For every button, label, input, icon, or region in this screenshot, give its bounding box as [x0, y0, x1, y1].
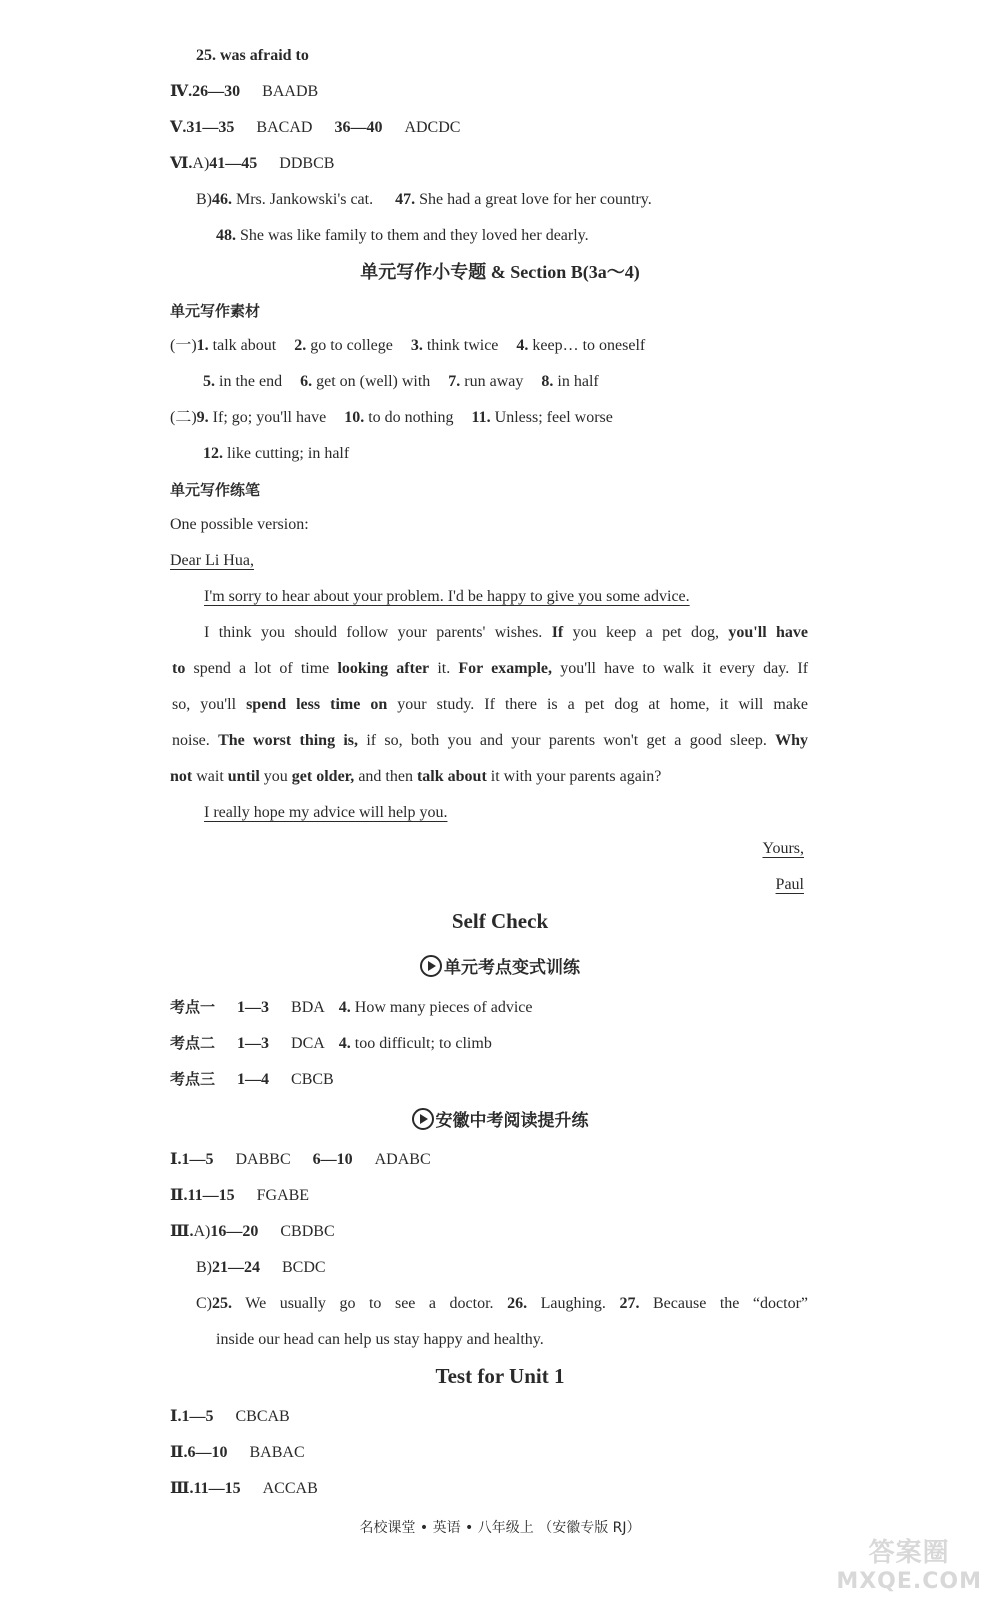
range: 11—15: [193, 1480, 241, 1497]
question-number: 10.: [344, 409, 365, 426]
key-phrase: looking after: [337, 660, 430, 677]
question-number: 26.: [507, 1295, 528, 1312]
reading-row-c-continued: inside our head can help us stay happy and healthy.: [216, 1331, 544, 1348]
roman-numeral: Ⅰ.: [170, 1408, 182, 1425]
heading-writing-material: 单元写作素材: [170, 302, 261, 320]
range: 1—5: [181, 1408, 214, 1425]
reading-row-i: [170, 1149, 431, 1171]
answer-row-v: [170, 117, 460, 139]
letter-sign-off: Yours,: [762, 840, 804, 857]
body-text: so, you'll: [172, 696, 237, 713]
range: 26—30: [192, 83, 241, 100]
question-number: 27.: [619, 1295, 640, 1312]
answers: DDBCB: [279, 155, 335, 172]
subsection-label: 安徽中考阅读提升练: [435, 1111, 589, 1131]
answer-text: get on (well) with: [316, 373, 431, 390]
question-number: 5.: [203, 373, 215, 390]
question-number: 12.: [203, 445, 223, 462]
reading-row-ii: [170, 1185, 309, 1207]
answer-text: Mrs. Jankowski's cat.: [236, 191, 374, 208]
answer-text: Unless; feel worse: [494, 409, 613, 426]
roman-numeral: Ⅱ.: [170, 1444, 188, 1461]
answer-row-iv: [170, 81, 318, 103]
test-row-ii: [170, 1442, 305, 1464]
answer-text: How many pieces of advice: [354, 999, 533, 1016]
reading-row-b: [196, 1257, 326, 1279]
answer-text: She had a great love for her country.: [419, 191, 652, 208]
point-label: 考点一: [170, 998, 216, 1016]
answer-text: Because the “doctor”: [653, 1295, 808, 1312]
key-phrase: get older,: [291, 768, 355, 785]
answer-text: in half: [557, 373, 599, 390]
answers: DCA: [291, 1035, 325, 1052]
range: 16—20: [210, 1223, 259, 1240]
point-row-1: [170, 996, 533, 1019]
answers: BDA: [291, 999, 325, 1016]
body-text: noise.: [172, 732, 210, 749]
page-footer: 名校课堂 • 英语 • 八年级上 （安徽专版 RJ）: [359, 1520, 641, 1536]
key-phrase: until: [227, 768, 260, 785]
answer-text: 25. was afraid to: [196, 47, 309, 64]
answer-text: talk about: [212, 337, 277, 354]
range: 21—24: [212, 1259, 260, 1276]
body-text: wait: [196, 768, 224, 785]
answer-text: go to college: [310, 337, 393, 354]
answers: BAADB: [262, 83, 319, 100]
body-text: and then: [358, 768, 413, 785]
answers: DABBC: [235, 1151, 291, 1168]
section-title-self-check: Self Check: [451, 909, 549, 933]
answer-text: She was like family to them and they loved her dearly.: [240, 227, 589, 244]
answer-25: [196, 45, 309, 67]
roman-numeral: Ⅳ.: [170, 83, 193, 100]
range: 36—40: [334, 119, 383, 136]
body-text: it with your parents again?: [490, 768, 662, 785]
point-label: 考点二: [170, 1034, 216, 1052]
letter-body-line-2: [172, 658, 808, 680]
material-row-3: [170, 407, 613, 429]
key-phrase: spend less time on: [246, 696, 388, 713]
range: 1—3: [237, 1035, 270, 1052]
letter-signature: Paul: [775, 876, 804, 893]
answers: ADCDC: [404, 119, 461, 136]
version-label: One possible version:: [170, 516, 309, 533]
key-phrase: For example,: [458, 660, 553, 677]
answer-row-48: [216, 225, 589, 247]
play-circle-icon: [412, 1108, 434, 1130]
key-phrase: you'll have: [728, 624, 809, 641]
part-label: B): [196, 1259, 212, 1276]
answer-text: keep… to oneself: [532, 337, 646, 354]
subsection-title-reading: [0, 1108, 1000, 1132]
answer-text: to do nothing: [368, 409, 454, 426]
answers: BCDC: [282, 1259, 326, 1276]
key-phrase: Why: [775, 732, 809, 749]
answer-text: run away: [464, 373, 524, 390]
question-number: 1.: [196, 337, 209, 354]
body-text: I think you should follow your parents' wishes.: [204, 624, 543, 641]
answers: CBCB: [291, 1071, 334, 1088]
answers: FGABE: [256, 1187, 310, 1204]
letter-body-line-5: [170, 766, 661, 788]
answer-row-46-47: [196, 189, 652, 211]
question-number: 4.: [516, 337, 529, 354]
letter-closing: I really hope my advice will help you.: [204, 804, 448, 821]
watermark-logo-text: 答案圈: [868, 1538, 950, 1568]
answers: CBDBC: [280, 1223, 335, 1240]
answer-text: like cutting; in half: [227, 445, 350, 462]
letter-body-line-3: [172, 694, 808, 716]
range: 41—45: [209, 155, 258, 172]
roman-numeral: Ⅴ.: [170, 119, 187, 136]
key-phrase: not: [170, 768, 193, 785]
answer-text: Laughing.: [540, 1295, 606, 1312]
body-text: you: [263, 768, 288, 785]
answers: CBCAB: [235, 1408, 290, 1425]
roman-numeral: Ⅲ.: [170, 1480, 194, 1497]
key-phrase: talk about: [416, 768, 487, 785]
question-number: 47.: [395, 191, 416, 208]
point-label: 考点三: [170, 1070, 216, 1088]
body-text: spend a lot of time: [193, 660, 330, 677]
watermark-url: MXQE.COM: [836, 1569, 982, 1594]
answer-text: think twice: [426, 337, 499, 354]
question-number: 8.: [541, 373, 554, 390]
test-row-iii: [170, 1478, 318, 1500]
subsection-label: 单元考点变式训练: [444, 958, 580, 978]
subsection-title-unit-points: [0, 955, 1000, 979]
answer-text: We usually go to see a doctor.: [245, 1295, 494, 1312]
part-label: A): [192, 155, 210, 172]
group-label: (一): [170, 337, 197, 354]
question-number: 3.: [410, 337, 423, 354]
question-number: 6.: [300, 373, 313, 390]
key-phrase: The worst thing is,: [218, 732, 359, 749]
question-number: 48.: [216, 227, 236, 244]
question-number: 11.: [471, 409, 491, 426]
key-phrase: to: [172, 660, 186, 677]
body-text: you keep a pet dog,: [572, 624, 720, 641]
point-row-2: [170, 1032, 492, 1055]
section-title-test: Test for Unit 1: [435, 1364, 565, 1388]
answer-text: If; go; you'll have: [212, 409, 327, 426]
question-number: 25.: [212, 1295, 232, 1312]
material-row-2: [203, 371, 599, 393]
range: 31—35: [186, 119, 235, 136]
question-number: 46.: [212, 191, 232, 208]
answers: ADABC: [374, 1151, 431, 1168]
test-row-i: [170, 1406, 290, 1428]
range: 1—5: [181, 1151, 214, 1168]
body-text: your study. If there is a pet dog at home, it will make: [397, 696, 809, 713]
letter-body-line-4: [172, 730, 808, 752]
part-label: C): [196, 1295, 212, 1312]
body-text: if so, both you and your parents won't get a good sleep.: [366, 732, 767, 749]
roman-numeral: Ⅲ.: [170, 1223, 194, 1240]
range: 11—15: [187, 1187, 235, 1204]
range: 6—10: [312, 1151, 353, 1168]
answer-row-vi: [170, 153, 334, 175]
reading-row-c: [196, 1293, 808, 1315]
question-number: 4.: [338, 1035, 351, 1052]
answer-text: too difficult; to climb: [354, 1035, 492, 1052]
part-label: A): [193, 1223, 211, 1240]
answers: ACCAB: [262, 1480, 318, 1497]
group-label: (二): [170, 409, 197, 426]
answers: BABAC: [249, 1444, 305, 1461]
play-circle-icon: [420, 955, 442, 977]
heading-writing-practice: 单元写作练笔: [170, 481, 261, 499]
answer-text: in the end: [219, 373, 283, 390]
key-phrase: If: [551, 624, 564, 641]
roman-numeral: Ⅰ.: [170, 1151, 182, 1168]
letter-intro: I'm sorry to hear about your problem. I'd be happy to give you some advice.: [204, 588, 690, 605]
question-number: 4.: [338, 999, 351, 1016]
answers: BACAD: [256, 119, 313, 136]
body-text: it.: [437, 660, 451, 677]
material-row-1: [170, 335, 645, 357]
point-row-3: [170, 1068, 334, 1091]
reading-row-iii: [170, 1221, 335, 1243]
roman-numeral: Ⅱ.: [170, 1187, 188, 1204]
question-number: 7.: [448, 373, 461, 390]
body-text: you'll have to walk it every day. If: [560, 660, 809, 677]
section-title-writing: 单元写作小专题 & Section B(3a～4): [360, 262, 640, 282]
watermark: [836, 1532, 982, 1594]
range: 1—4: [237, 1071, 270, 1088]
question-number: 2.: [294, 337, 307, 354]
question-number: 9.: [196, 409, 209, 426]
range: 1—3: [237, 999, 270, 1016]
letter-greeting: Dear Li Hua,: [170, 552, 254, 569]
material-row-4: [203, 443, 349, 465]
roman-numeral: Ⅵ.: [170, 155, 193, 172]
range: 6—10: [187, 1444, 228, 1461]
part-label: B): [196, 191, 212, 208]
letter-body-line-1: [204, 622, 808, 644]
